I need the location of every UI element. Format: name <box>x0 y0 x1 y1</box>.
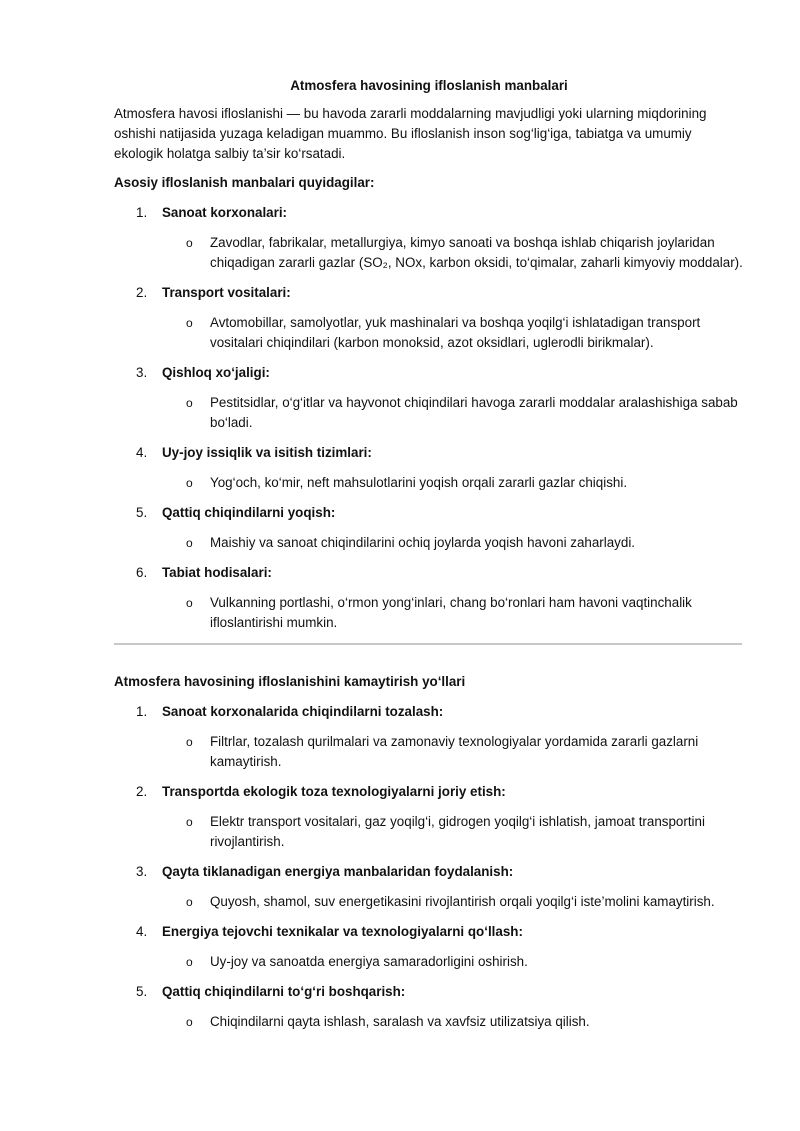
bullet-marker: o <box>186 316 193 330</box>
list-item-title: Tabiat hodisalari: <box>162 565 272 580</box>
list-item <box>114 862 744 912</box>
list-item-title: Sanoat korxonalarida chiqindilarni tozalash: <box>162 704 444 719</box>
sub-item <box>162 732 744 772</box>
list-item <box>114 922 744 972</box>
list-item <box>114 443 744 493</box>
list-number: 2. <box>136 285 148 300</box>
list-item <box>114 702 744 772</box>
list-item-title: Qayta tiklanadigan energiya manbalaridan foydalanish: <box>162 864 514 879</box>
list-item <box>114 503 744 553</box>
list-item-title: Energiya tejovchi texnikalar va texnologiyalarni qo‘llash: <box>162 924 523 939</box>
sources-list <box>114 203 744 633</box>
list-item-title: Transport vositalari: <box>162 285 291 300</box>
sub-item <box>162 952 744 972</box>
sub-item-text: Vulkanning portlashi, o‘rmon yong‘inlari, chang bo‘ronlari ham havoni vaqtinchalik ifloslantirishi mumkin. <box>210 595 692 630</box>
sub-item-text: Zavodlar, fabrikalar, metallurgiya, kimyo sanoati va boshqa ishlab chiqarish joylaridan chiqadigan zararli gazlar (SO₂, NOx, karbon oksidi, to‘qimalar, zaharli kimyoviy moddalar). <box>210 235 743 270</box>
reduction-heading: Atmosfera havosining ifloslanishini kamaytirish yo‘llari <box>114 674 466 689</box>
sub-item <box>162 593 744 633</box>
list-number: 4. <box>136 924 148 939</box>
bullet-marker: o <box>186 536 193 550</box>
sub-item <box>162 812 744 852</box>
list-number: 5. <box>136 984 148 999</box>
bullet-marker: o <box>186 735 193 749</box>
sub-item-text: Quyosh, shamol, suv energetikasini rivojlantirish orqali yoqilg‘i iste’molini kamaytirish. <box>210 894 715 909</box>
sub-item <box>162 533 744 553</box>
sub-item-text: Elektr transport vositalari, gaz yoqilg‘i, gidrogen yoqilg‘i ishlatish, jamoat transportini rivojlantirish. <box>210 814 705 849</box>
sub-item-text: Yog‘och, ko‘mir, neft mahsulotlarini yoqish orqali zararli gazlar chiqishi. <box>210 475 628 490</box>
sub-item <box>162 233 744 273</box>
list-number: 3. <box>136 365 148 380</box>
list-item-title: Sanoat korxonalari: <box>162 205 288 220</box>
sub-item-text: Maishiy va sanoat chiqindilarini ochiq joylarda yoqish havoni zaharlaydi. <box>210 535 636 550</box>
sub-item-text: Avtomobillar, samolyotlar, yuk mashinalari va boshqa yoqilg‘i ishlatadigan transport vositalari chiqindilari (karbon monoksid, azot oksidlari, uglerodli birikmalar). <box>210 315 701 350</box>
sub-item <box>162 393 744 433</box>
bullet-marker: o <box>186 236 193 250</box>
list-item-title: Qattiq chiqindilarni to‘g‘ri boshqarish: <box>162 984 406 999</box>
bullet-marker: o <box>186 396 193 410</box>
list-item-title: Transportda ekologik toza texnologiyalarni joriy etish: <box>162 784 506 799</box>
sub-item <box>162 473 744 493</box>
list-number: 1. <box>136 205 148 220</box>
list-number: 6. <box>136 565 148 580</box>
sub-item-text: Chiqindilarni qayta ishlash, saralash va xavfsiz utilizatsiya qilish. <box>210 1014 590 1029</box>
sources-heading: Asosiy ifloslanish manbalari quyidagilar: <box>114 175 375 190</box>
sub-item-text: Uy-joy va sanoatda energiya samaradorligini oshirish. <box>210 954 528 969</box>
reduction-list <box>114 702 744 1032</box>
intro-paragraph: Atmosfera havosi ifloslanishi — bu havoda zararli moddalarning mavjudligi yoki ularning miqdorining oshishi natijasida yuzaga keladigan muammo. Bu ifloslanish inson sog‘lig‘iga, tabiatga va umumiy ekologik holatga salbiy ta’sir ko‘rsatadi. <box>114 106 707 161</box>
bullet-marker: o <box>186 596 193 610</box>
list-item <box>114 982 744 1032</box>
document-page <box>114 76 744 1042</box>
bullet-marker: o <box>186 476 193 490</box>
list-item-title: Qattiq chiqindilarni yoqish: <box>162 505 336 520</box>
sub-item-text: Pestitsidlar, o‘g‘itlar va hayvonot chiqindilari havoga zararli moddalar aralashishiga sabab bo‘ladi. <box>210 395 738 430</box>
list-item-title: Uy-joy issiqlik va isitish tizimlari: <box>162 445 372 460</box>
list-item <box>114 203 744 273</box>
sub-item <box>162 1012 744 1032</box>
list-number: 2. <box>136 784 148 799</box>
document-title: Atmosfera havosining ifloslanish manbalari <box>290 78 568 93</box>
sub-item <box>162 892 744 912</box>
bullet-marker: o <box>186 955 193 969</box>
list-item <box>114 563 744 633</box>
sub-item <box>162 313 744 353</box>
list-item <box>114 363 744 433</box>
list-number: 5. <box>136 505 148 520</box>
list-item <box>114 283 744 353</box>
bullet-marker: o <box>186 1015 193 1029</box>
list-item <box>114 782 744 852</box>
bullet-marker: o <box>186 895 193 909</box>
list-item-title: Qishloq xo‘jaligi: <box>162 365 270 380</box>
list-number: 3. <box>136 864 148 879</box>
sub-item-text: Filtrlar, tozalash qurilmalari va zamonaviy texnologiyalar yordamida zararli gazlarni kamaytirish. <box>210 734 699 769</box>
list-number: 4. <box>136 445 148 460</box>
bullet-marker: o <box>186 815 193 829</box>
section-divider <box>114 643 742 645</box>
list-number: 1. <box>136 704 148 719</box>
